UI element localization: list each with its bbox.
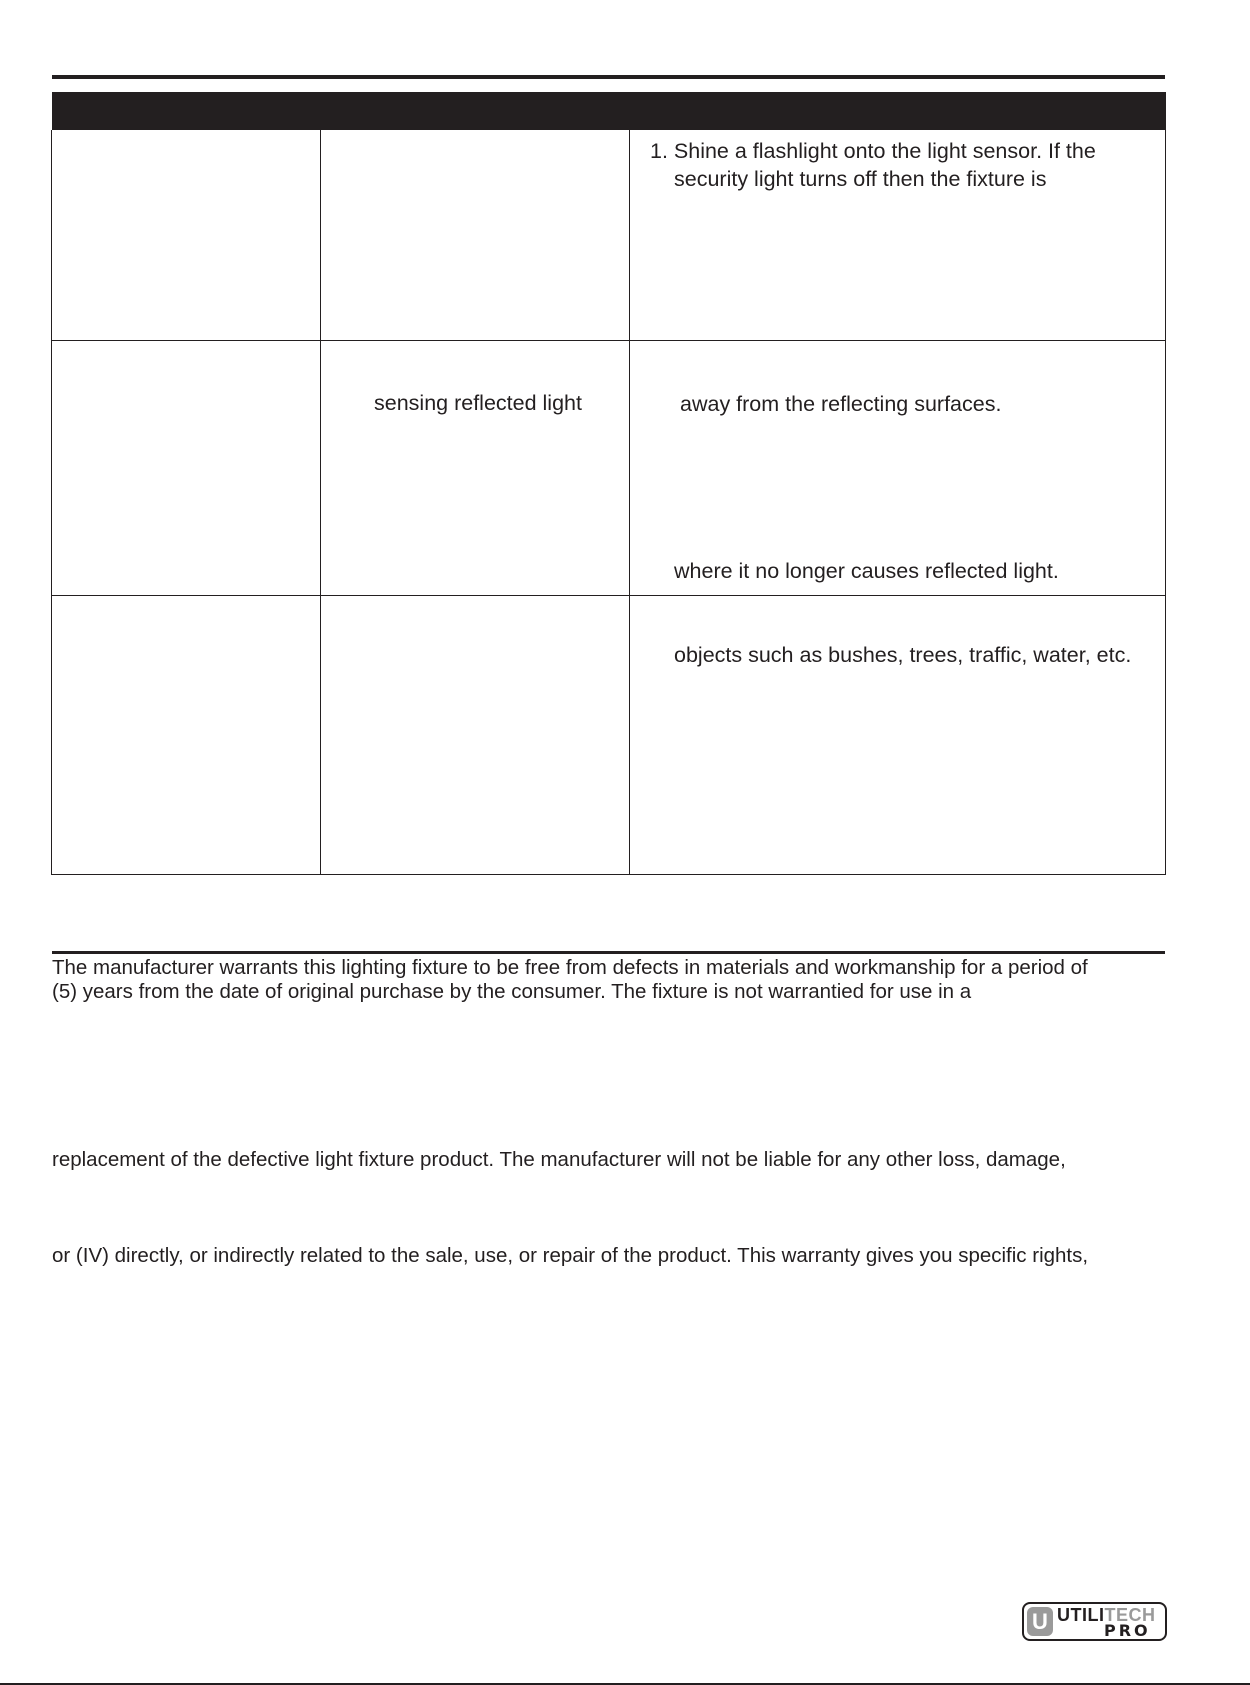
- remedy-text: away from the reflecting surfaces.: [680, 392, 1002, 416]
- row-divider: [51, 595, 1166, 596]
- column-divider: [320, 130, 321, 875]
- remedy-text: security light turns off then the fixture is: [674, 167, 1047, 191]
- logo-u-mark-icon: U: [1027, 1607, 1053, 1636]
- warranty-text: The manufacturer warrants this lighting fixture to be free from defects in materials and workmanship for a period of: [52, 956, 1088, 979]
- table-border-left: [51, 130, 52, 875]
- utilitech-pro-logo: [1022, 1602, 1167, 1641]
- warranty-rule: [52, 951, 1165, 954]
- row-divider: [51, 340, 1166, 341]
- remedy-text: objects such as bushes, trees, traffic, water, etc.: [674, 643, 1132, 667]
- table-border-right: [1165, 130, 1166, 875]
- top-rule: [52, 75, 1165, 79]
- logo-sub: PRO: [1104, 1621, 1151, 1640]
- column-divider: [629, 130, 630, 875]
- table-header-bar: [52, 92, 1166, 130]
- cause-text: sensing reflected light: [374, 391, 582, 415]
- warranty-text: or (IV) directly, or indirectly related to the sale, use, or repair of the product. This warranty gives you specific rights,: [52, 1244, 1089, 1267]
- warranty-text: (5) years from the date of original purchase by the consumer. The fixture is not warrantied for use in a: [52, 980, 972, 1003]
- remedy-text: where it no longer causes reflected light.: [674, 559, 1059, 583]
- warranty-text: replacement of the defective light fixture product. The manufacturer will not be liable for any other loss, damage,: [52, 1148, 1066, 1171]
- table-border-bottom: [51, 874, 1166, 875]
- remedy-text: 1. Shine a flashlight onto the light sensor. If the: [650, 139, 1096, 163]
- logo-brand-a: UTILI: [1057, 1605, 1105, 1625]
- logo-brand-b: TECH: [1104, 1605, 1156, 1625]
